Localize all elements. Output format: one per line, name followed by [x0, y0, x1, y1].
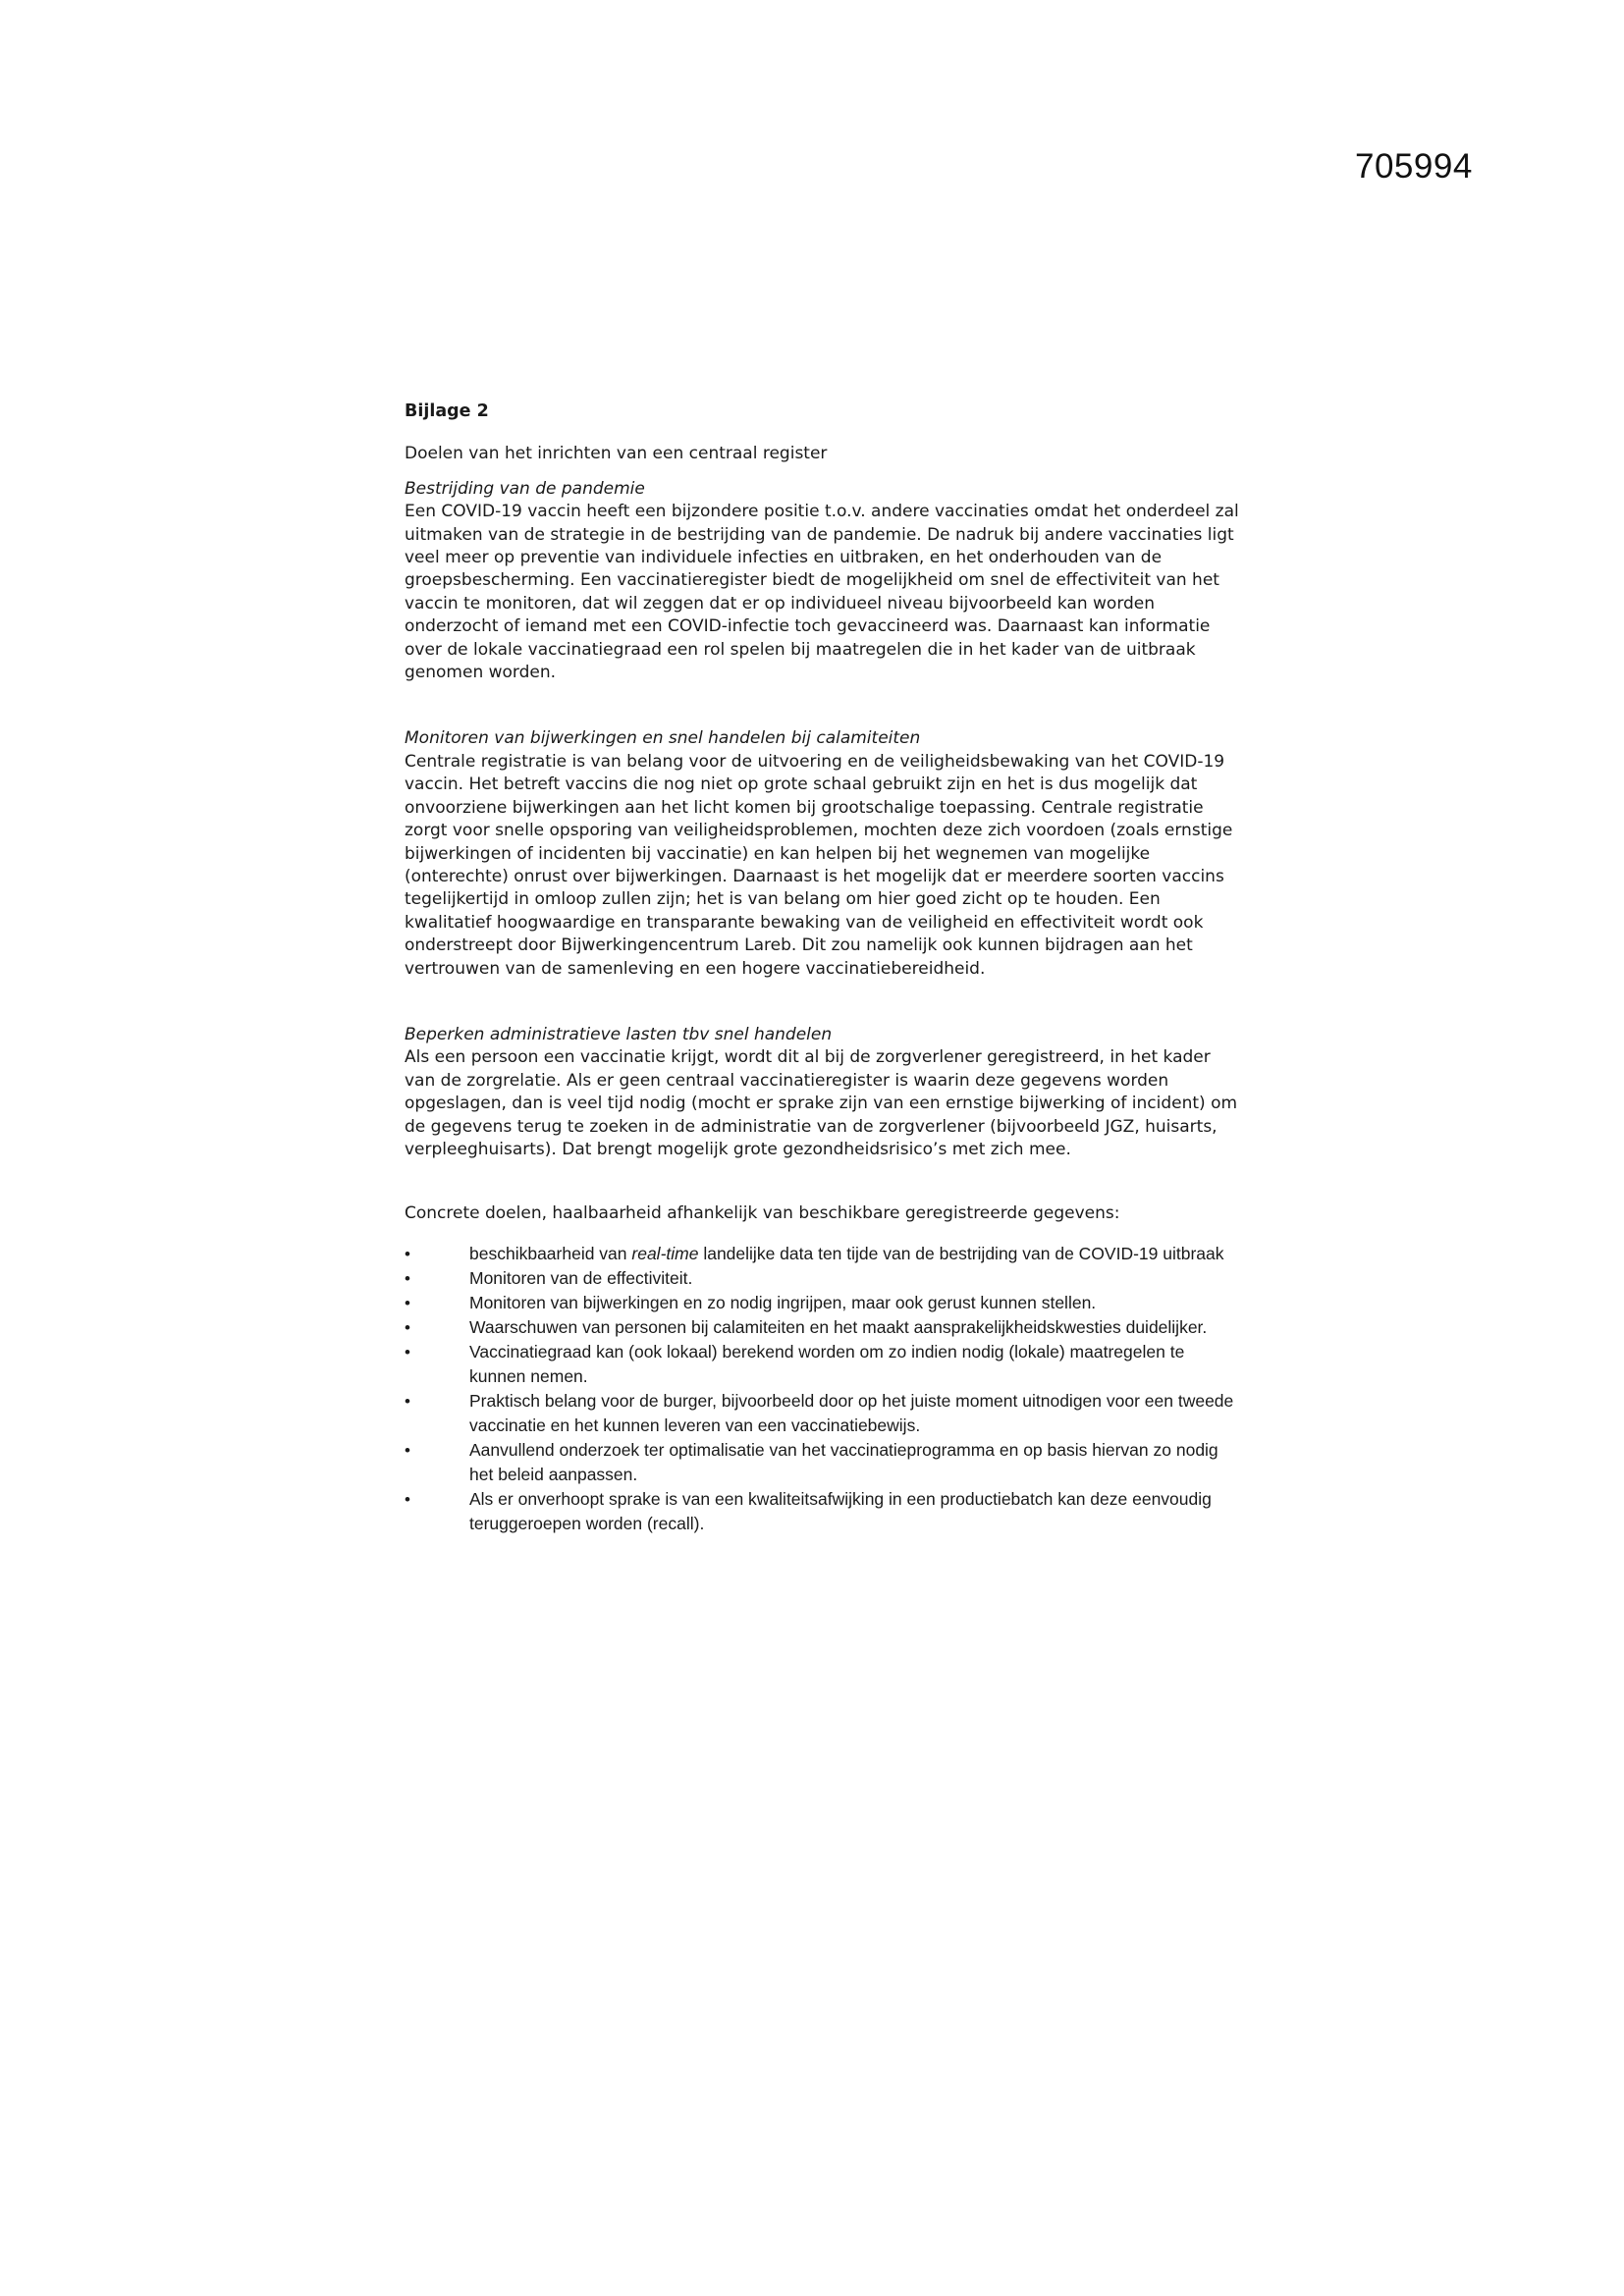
- list-item: [405, 1438, 1239, 1487]
- goals-intro: Concrete doelen, haalbaarheid afhankelijk van beschikbare geregistreerde gegevens:: [405, 1203, 1120, 1224]
- document-body: [405, 400, 1239, 1536]
- goal-text: Vaccinatiegraad kan (ook lokaal) berekend worden om zo indien nodig (lokale) maatregelen te kunnen nemen.: [469, 1341, 1185, 1386]
- bullet-icon: •: [405, 1268, 410, 1288]
- goal-text: Waarschuwen van personen bij calamiteiten en het maakt aansprakelijkheidskwesties duidelijker.: [469, 1316, 1208, 1337]
- goal-text: Aanvullend onderzoek ter optimalisatie van het vaccinatieprogramma en op basis hiervan zo nodig het beleid aanpassen.: [469, 1439, 1218, 1484]
- bullet-icon: •: [405, 1244, 410, 1263]
- list-item: [405, 1389, 1239, 1438]
- document-number: 705994: [1355, 147, 1473, 186]
- goal-text: Als er onverhoopt sprake is van een kwaliteitsafwijking in een productiebatch kan deze eenvoudig teruggeroepen worden (recall).: [469, 1488, 1212, 1533]
- goal-emphasis: real-time: [631, 1243, 699, 1263]
- bullet-icon: •: [405, 1317, 410, 1337]
- section-body: Als een persoon een vaccinatie krijgt, wordt dit al bij de zorgverlener geregistreerd, in het kader van de zorgrelatie. Als er geen centraal vaccinatieregister is waarin deze gegevens worden opgeslagen, dan is veel tijd nodig (mocht er sprake zijn van een ernstige bijwerking of incident) om de gegevens terug te zoeken in de administratie van de zorgverlener (bijvoorbeeld JGZ, huisarts, verpleeghuisarts). Dat brengt mogelijk grote gezondheidsrisico’s met zich mee.: [405, 1047, 1238, 1159]
- section-heading: Monitoren van bijwerkingen en snel handelen bij calamiteiten: [405, 728, 921, 749]
- section-body: Centrale registratie is van belang voor de uitvoering en de veiligheidsbewaking van het COVID-19 vaccin. Het betreft vaccins die nog niet op grote schaal gebruikt zijn en het is dus mogelijk dat onvoorziene bijwerkingen aan het licht komen bij grootschalige toepassing. Centrale registratie zorgt voor snelle opsporing van veiligheidsproblemen, mochten deze zich voordoen (zoals ernstige bijwerkingen of incidenten bij vaccinatie) en kan helpen bij het wegnemen van mogelijke (onterechte) onrust over bijwerkingen. Daarnaast is het mogelijk dat er meerdere soorten vaccins tegelijkertijd in omloop zullen zijn; het is van belang om hier goed zicht op te houden. Een kwalitatief hoogwaardige en transparante bewaking van de veiligheid en effectiviteit wordt ook onderstreept door Bijwerkingencentrum Lareb. Dit zou namelijk ook kunnen bijdragen aan het vertrouwen van de samenleving en een hogere vaccinatiebereidheid.: [405, 751, 1233, 979]
- list-item: [405, 1340, 1239, 1389]
- section-pandemic: [405, 478, 1239, 685]
- bullet-icon: •: [405, 1342, 410, 1362]
- goal-text: Monitoren van bijwerkingen en zo nodig ingrijpen, maar ook gerust kunnen stellen.: [469, 1292, 1097, 1312]
- bullet-icon: •: [405, 1293, 410, 1312]
- goal-text: Monitoren van de effectiviteit.: [469, 1267, 693, 1288]
- list-item: [405, 1315, 1239, 1340]
- bullet-icon: •: [405, 1440, 410, 1460]
- goal-text: landelijke data ten tijde van de bestrijding van de COVID-19 uitbraak: [698, 1243, 1224, 1263]
- section-admin-burden: [405, 1024, 1239, 1161]
- section-heading: Bestrijding van de pandemie: [405, 478, 645, 499]
- section-heading: Beperken administratieve lasten tbv snel handelen: [405, 1024, 833, 1044]
- goal-text: Praktisch belang voor de burger, bijvoorbeeld door op het juiste moment uitnodigen voor een tweede vaccinatie en het kunnen leveren van een vaccinatiebewijs.: [469, 1390, 1234, 1435]
- goals-list: [405, 1242, 1239, 1536]
- list-item: [405, 1291, 1239, 1315]
- bullet-icon: •: [405, 1391, 410, 1411]
- document-title: Bijlage 2: [405, 401, 489, 421]
- document-subtitle: Doelen van het inrichten van een centraal register: [405, 444, 828, 464]
- section-side-effects: [405, 727, 1239, 980]
- list-item: [405, 1242, 1239, 1266]
- bullet-icon: •: [405, 1489, 410, 1509]
- goal-text: beschikbaarheid van: [469, 1243, 632, 1263]
- section-body: Een COVID-19 vaccin heeft een bijzondere positie t.o.v. andere vaccinaties omdat het onderdeel zal uitmaken van de strategie in de bestrijding van de pandemie. De nadruk bij andere vaccinaties ligt veel meer op preventie van individuele infecties en uitbraken, en het onderhouden van de groepsbescherming. Een vaccinatieregister biedt de mogelijkheid om snel de effectiviteit van het vaccin te monitoren, dat wil zeggen dat er op individueel niveau bijvoorbeeld kan worden onderzocht of iemand met een COVID-infectie toch gevaccineerd was. Daarnaast kan informatie over de lokale vaccinatiegraad een rol spelen bij maatregelen die in het kader van de uitbraak genomen worden.: [405, 502, 1239, 683]
- list-item: [405, 1487, 1239, 1536]
- list-item: [405, 1266, 1239, 1291]
